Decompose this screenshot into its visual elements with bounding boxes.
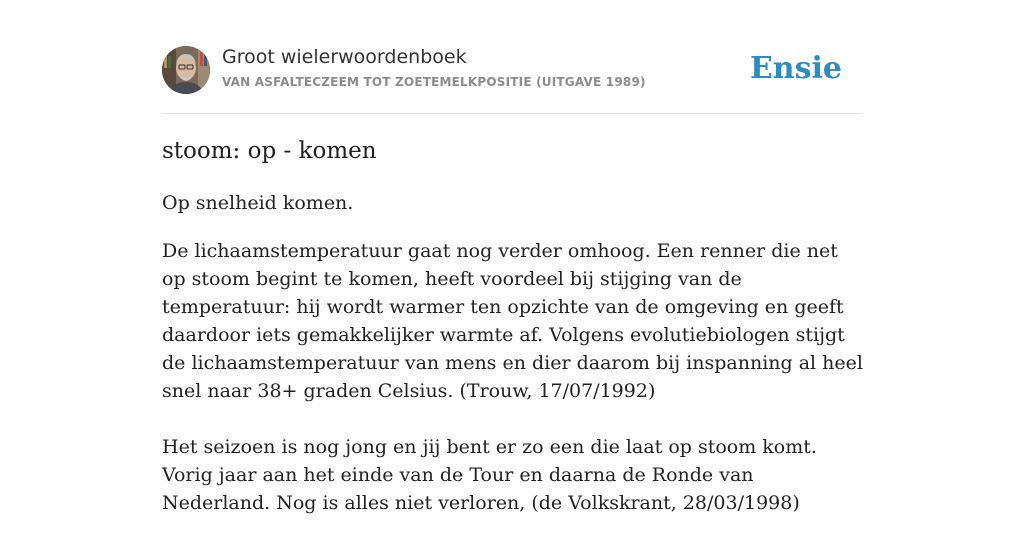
header-divider xyxy=(162,113,862,114)
dictionary-subtitle: VAN ASFALTECZEEM TOT ZOETEMELKPOSITIE (UITGAVE 1989) xyxy=(222,75,646,89)
dictionary-header xyxy=(162,46,862,96)
entry-definition: Op snelheid komen. xyxy=(162,192,354,214)
ensie-logo[interactable]: Ensie xyxy=(749,51,842,86)
entry-body xyxy=(162,237,867,545)
entry-paragraph: De lichaamstemperatuur gaat nog verder omhoog. Een renner die net op stoom begint te komen, heeft voordeel bij stijging van de temperatuur: hij wordt warmer ten opzichte van de omgeving en geeft daardoor iets gemakkelijker warmte af. Volgens evolutiebiologen stijgt de lichaamstemperatuur van mens en dier daarom bij inspanning al heel snel naar 38+ graden Celsius. (Trouw, 17/07/1992) xyxy=(162,240,863,402)
entry-paragraph: Het seizoen is nog jong en jij bent er zo een die laat op stoom komt. Vorig jaar aan het einde van de Tour en daarna de Ronde van Nederland. Nog is alles niet verloren, (de Volkskrant, 28/03/1998) xyxy=(162,436,817,514)
author-avatar[interactable] xyxy=(162,46,210,94)
author-portrait-icon xyxy=(162,46,210,94)
dictionary-title[interactable]: Groot wielerwoordenboek xyxy=(222,46,467,68)
entry-title: stoom: op - komen xyxy=(162,138,377,164)
